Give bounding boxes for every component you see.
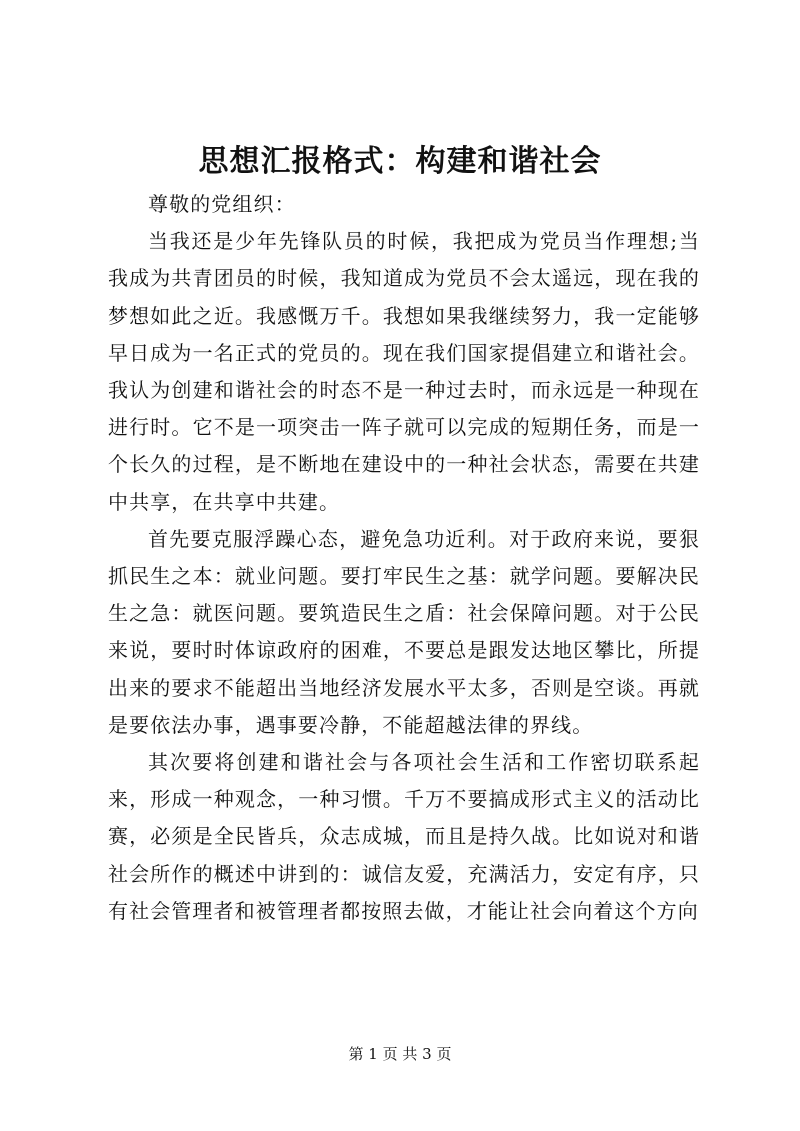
paragraph-1: 当我还是少年先锋队员的时候，我把成为党员当作理想;当我成为共青团员的时候，我知道成为党员不会太遥远，现在我的梦想如此之近。我感慨万千。我想如果我继续努力，我一定能够早日成为一名正式的党员的。现在我们国家提倡建立和谐社会。我认为创建和谐社会的时态不是一种过去时，而永远是一种现在进行时。它不是一项突击一阵子就可以完成的短期任务，而是一个长久的过程，是不断地在建设中的一种社会状态，需要在共建中共享，在共享中共建。: [108, 229, 700, 514]
page-title: 思想汇报格式：构建和谐社会: [198, 144, 602, 179]
document-body: [108, 186, 700, 930]
page-footer: 第 1 页 共 3 页: [348, 1045, 452, 1063]
paragraph-2: 首先要克服浮躁心态，避免急功近利。对于政府来说，要狠抓民生之本：就业问题。要打牢民生之基：就学问题。要解决民生之急：就医问题。要筑造民生之盾：社会保障问题。对于公民来说，要时时体谅政府的困难，不要总是跟发达地区攀比，所提出来的要求不能超出当地经济发展水平太多，否则是空谈。再就是要依法办事，遇事要冷静，不能超越法律的界线。: [108, 526, 700, 737]
paragraph-3: 其次要将创建和谐社会与各项社会生活和工作密切联系起来，形成一种观念，一种习惯。千万不要搞成形式主义的活动比赛，必须是全民皆兵，众志成城，而且是持久战。比如说对和谐社会所作的概述中讲到的：诚信友爱，充满活力，安定有序，只有社会管理者和被管理者都按照去做，才能让社会向着这个方向: [108, 750, 700, 923]
salutation: 尊敬的党组织：: [148, 192, 296, 216]
